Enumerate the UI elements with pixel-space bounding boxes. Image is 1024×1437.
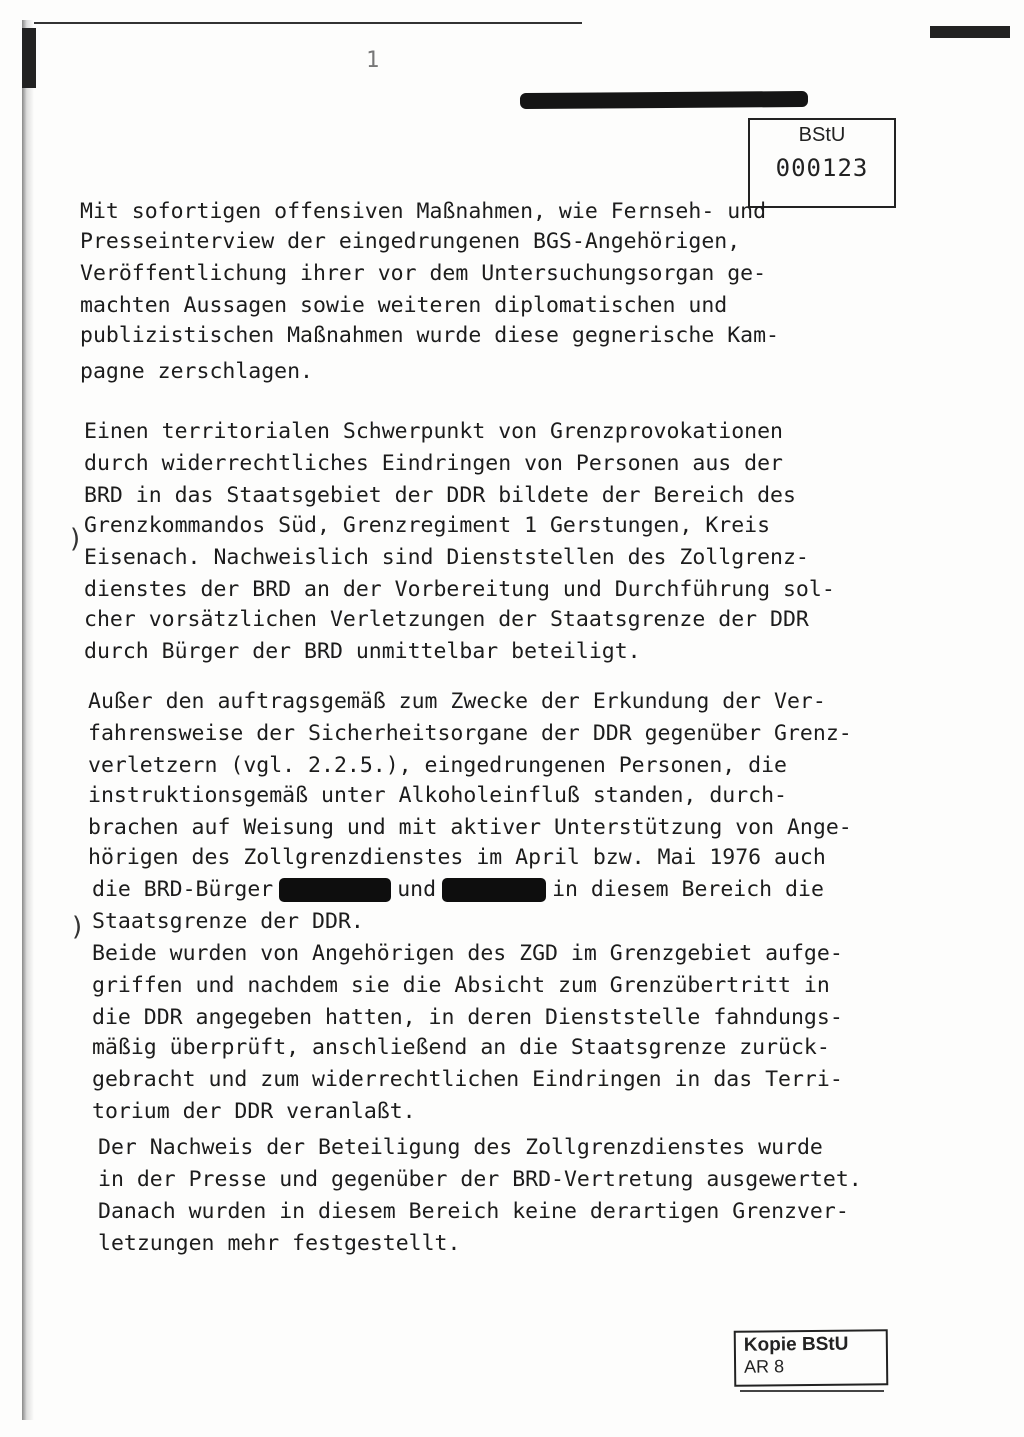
stamp-number: 000123 — [775, 154, 869, 182]
text-line: Presseinterview der eingedrungenen BGS-Angehörigen, — [80, 229, 741, 254]
text-line: letzungen mehr festgestellt. — [98, 1231, 461, 1256]
text-line: instruktionsgemäß unter Alkoholeinfluß standen, durch- — [88, 783, 787, 808]
scan-corner-mark — [930, 26, 1010, 38]
stamp-underline — [740, 1390, 884, 1392]
text-fragment: und — [397, 877, 437, 902]
text-line: cher vorsätzlichen Verletzungen der Staatsgrenze der DDR — [84, 607, 809, 632]
text-fragment: in diesem Bereich die — [552, 877, 824, 902]
text-line: publizistischen Maßnahmen wurde diese gegnerische Kam- — [80, 323, 779, 348]
top-rule — [34, 22, 582, 24]
text-line: Beide wurden von Angehörigen des ZGD im Grenzgebiet aufge- — [92, 941, 843, 966]
text-line: BRD in das Staatsgebiet der DDR bildete der Bereich des — [84, 483, 796, 508]
text-line: Staatsgrenze der DDR. — [92, 909, 364, 934]
redacted-text-line — [92, 876, 824, 904]
page-number: 1 — [366, 48, 382, 73]
text-line: durch Bürger der BRD unmittelbar beteiligt. — [84, 639, 641, 664]
scan-edge-mark — [22, 28, 36, 88]
kopie-bstu-stamp — [734, 1329, 889, 1387]
text-fragment: die BRD-Bürger — [92, 877, 274, 902]
text-line: hörigen des Zollgrenzdienstes im April bzw. Mai 1976 auch — [88, 845, 826, 870]
text-line: die DDR angegeben hatten, in deren Dienststelle fahndungs- — [92, 1005, 843, 1030]
bstu-archive-stamp — [748, 118, 896, 208]
stamp-title: BStU — [798, 124, 846, 146]
text-line: Außer den auftragsgemäß zum Zwecke der Erkundung der Ver- — [88, 689, 826, 714]
text-line: griffen und nachdem sie die Absicht zum Grenzübertritt in — [92, 973, 830, 998]
text-line: in der Presse und gegenüber der BRD-Vertretung ausgewertet. — [98, 1167, 862, 1192]
text-line: dienstes der BRD an der Vorbereitung und Durchführung sol- — [84, 577, 835, 602]
text-line: fahrensweise der Sicherheitsorgane der DDR gegenüber Grenz- — [88, 721, 852, 746]
text-line: Mit sofortigen offensiven Maßnahmen, wie Fernseh- und — [80, 199, 767, 224]
scan-left-edge — [22, 20, 34, 1420]
text-line: Der Nachweis der Beteiligung des Zollgrenzdienstes wurde — [98, 1135, 823, 1160]
kopie-stamp-title: Kopie BStU — [743, 1333, 849, 1356]
text-line: brachen auf Weisung und mit aktiver Unterstützung von Ange- — [88, 815, 852, 840]
text-line: machten Aussagen sowie weiteren diplomatischen und — [80, 293, 728, 318]
kopie-stamp-reference: AR 8 — [743, 1356, 785, 1377]
redaction-bar — [279, 878, 391, 902]
margin-mark: ) — [72, 912, 83, 942]
text-line: mäßig überprüft, anschließend an die Staatsgrenze zurück- — [92, 1035, 830, 1060]
text-line: torium der DDR veranlaßt. — [92, 1099, 416, 1124]
text-line: durch widerrechtliches Eindringen von Personen aus der — [84, 451, 783, 476]
redaction-bar-top — [520, 91, 808, 109]
text-line: Grenzkommandos Süd, Grenzregiment 1 Gerstungen, Kreis — [84, 513, 771, 538]
text-line: Eisenach. Nachweislich sind Dienststellen des Zollgrenz- — [84, 545, 809, 570]
margin-mark: ) — [70, 524, 81, 554]
text-line: Einen territorialen Schwerpunkt von Grenzprovokationen — [84, 419, 783, 444]
redaction-bar — [442, 878, 546, 902]
text-line: pagne zerschlagen. — [80, 359, 313, 384]
text-line: gebracht und zum widerrechtlichen Eindringen in das Terri- — [92, 1067, 843, 1092]
text-line: verletzern (vgl. 2.2.5.), eingedrungenen Personen, die — [88, 753, 787, 778]
text-line: Danach wurden in diesem Bereich keine derartigen Grenzver- — [98, 1199, 849, 1224]
text-line: Veröffentlichung ihrer vor dem Untersuchungsorgan ge- — [80, 261, 767, 286]
